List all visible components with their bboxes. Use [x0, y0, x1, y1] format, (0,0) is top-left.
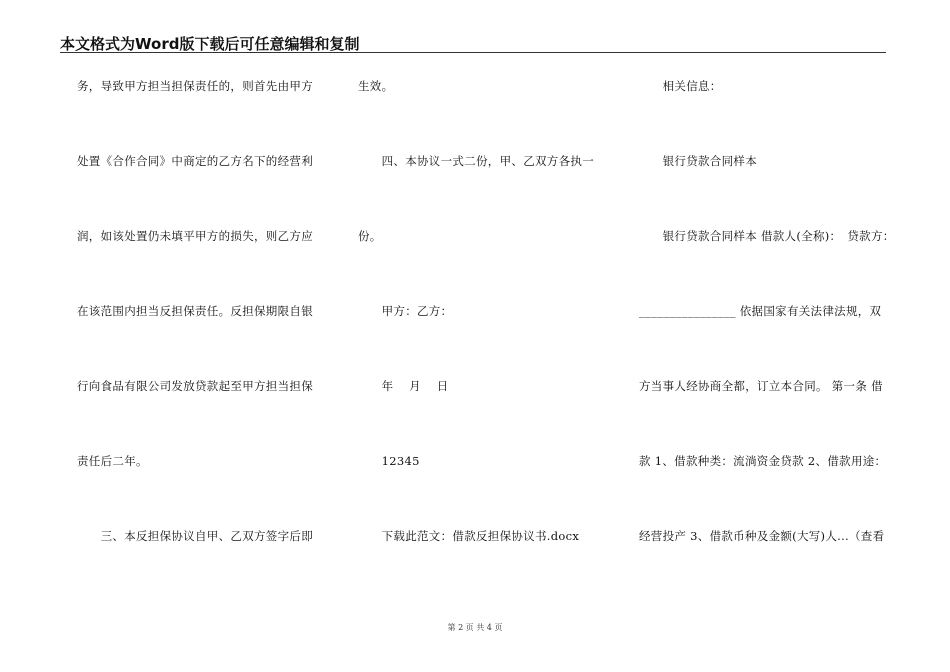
text-line: 行向食品有限公司发放贷款起至甲方担当担保	[77, 379, 313, 393]
text-line: 三、本反担保协议自甲、乙双方签字后即	[77, 529, 313, 543]
text-line: 下载此范文：借款反担保协议书.docx	[358, 529, 580, 543]
text-line: 款 1、借款种类：流淌资金贷款 2、借款用途：	[639, 454, 887, 468]
header-divider	[60, 52, 886, 53]
text-line: 处置《合作合同》中商定的乙方名下的经营利	[77, 154, 313, 168]
text-line: 生效。	[358, 79, 394, 93]
text-line: 润，如该处置仍未填平甲方的损失，则乙方应	[77, 229, 313, 243]
text-line: 年 月 日	[358, 379, 449, 393]
text-line: 相关信息：	[639, 79, 722, 93]
text-line: 经营投产 3、借款币种及金额(大写)人...（查看	[639, 529, 885, 543]
text-line: 份。	[358, 229, 382, 243]
text-line: 在该范围内担当反担保责任。反担保期限自银	[77, 304, 313, 318]
text-line: 务，导致甲方担当担保责任的，则首先由甲方	[77, 79, 313, 93]
text-line: 责任后二年。	[77, 454, 148, 468]
text-line: 银行贷款合同样本 借款人(全称)： 贷款方：	[639, 229, 895, 243]
text-line: 银行贷款合同样本	[639, 154, 757, 168]
header-title: 本文格式为Word版下载后可任意编辑和复制	[60, 35, 360, 53]
text-line: 四、本协议一式二份，甲、乙双方各执一	[358, 154, 594, 168]
text-line: 12345	[358, 454, 420, 468]
text-line: 甲方：乙方：	[358, 304, 453, 318]
text-line: ________________ 依据国家有关法律法规，双	[639, 304, 882, 318]
text-line: 方当事人经协商全都，订立本合同。 第一条 借	[639, 379, 883, 393]
page-number: 第 2 页 共 4 页	[447, 623, 503, 632]
